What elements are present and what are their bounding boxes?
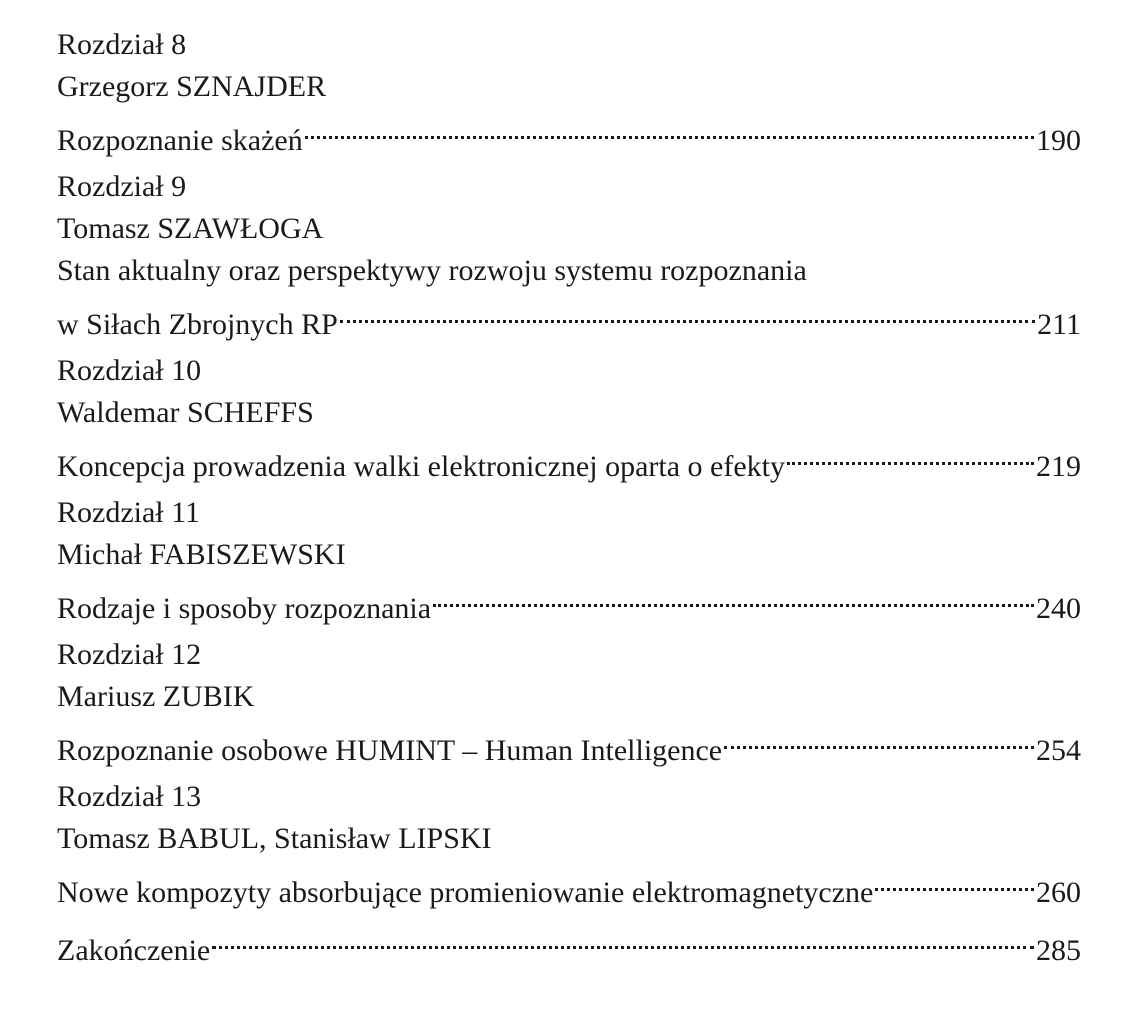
chapter-author: Grzegorz SZNAJDER (57, 70, 327, 103)
chapter-title-row[interactable] (57, 576, 1081, 625)
toc-entry (57, 166, 1081, 341)
chapter-label: Rozdział 9 (57, 170, 187, 203)
chapter-author: Tomasz BABUL, Stanisław LIPSKI (57, 822, 492, 855)
page-number: 240 (1036, 592, 1081, 625)
chapter-title-row[interactable] (57, 860, 1081, 909)
page-number: 260 (1036, 876, 1081, 909)
dot-leader (433, 576, 1034, 618)
conclusion-row[interactable] (57, 918, 1081, 967)
chapter-title-row[interactable] (57, 292, 1081, 341)
toc-entry (57, 24, 1081, 157)
chapter-author: Michał FABISZEWSKI (57, 538, 346, 571)
chapter-label: Rozdział 10 (57, 354, 202, 387)
chapter-author: Mariusz ZUBIK (57, 680, 255, 713)
table-of-contents (57, 24, 1081, 976)
toc-entry (57, 634, 1081, 767)
chapter-title-line: Stan aktualny oraz perspektywy rozwoju systemu rozpoznania (57, 254, 807, 287)
chapter-label: Rozdział 8 (57, 28, 187, 61)
toc-entry (57, 776, 1081, 909)
page-number: 254 (1036, 734, 1081, 767)
chapter-title: w Siłach Zbrojnych RP (57, 308, 338, 341)
chapter-title: Rozpoznanie osobowe HUMINT – Human Intelligence (57, 734, 723, 767)
chapter-title: Rodzaje i sposoby rozpoznania (57, 592, 432, 625)
chapter-label: Rozdział 11 (57, 496, 201, 529)
chapter-author: Waldemar SCHEFFS (57, 396, 314, 429)
toc-entry (57, 350, 1081, 483)
chapter-author: Tomasz SZAWŁOGA (57, 212, 324, 245)
chapter-title-row[interactable] (57, 434, 1081, 483)
conclusion-title: Zakończenie (57, 934, 211, 967)
page-number: 285 (1036, 934, 1081, 967)
dot-leader (340, 292, 1035, 334)
chapter-title-row[interactable] (57, 108, 1081, 157)
chapter-title: Koncepcja prowadzenia walki elektronicznej oparta o efekty (57, 450, 785, 483)
dot-leader (787, 434, 1034, 476)
dot-leader (305, 108, 1034, 150)
chapter-label: Rozdział 13 (57, 780, 202, 813)
page-number: 211 (1037, 308, 1081, 341)
dot-leader (724, 718, 1034, 760)
page-number: 190 (1036, 124, 1081, 157)
dot-leader (212, 918, 1034, 960)
chapter-label: Rozdział 12 (57, 638, 202, 671)
chapter-title: Rozpoznanie skażeń (57, 124, 303, 157)
chapter-title-row[interactable] (57, 718, 1081, 767)
dot-leader (875, 860, 1034, 902)
toc-entry (57, 492, 1081, 625)
toc-entry-conclusion (57, 918, 1081, 967)
page-number: 219 (1036, 450, 1081, 483)
chapter-title: Nowe kompozyty absorbujące promieniowanie elektromagnetyczne (57, 876, 874, 909)
